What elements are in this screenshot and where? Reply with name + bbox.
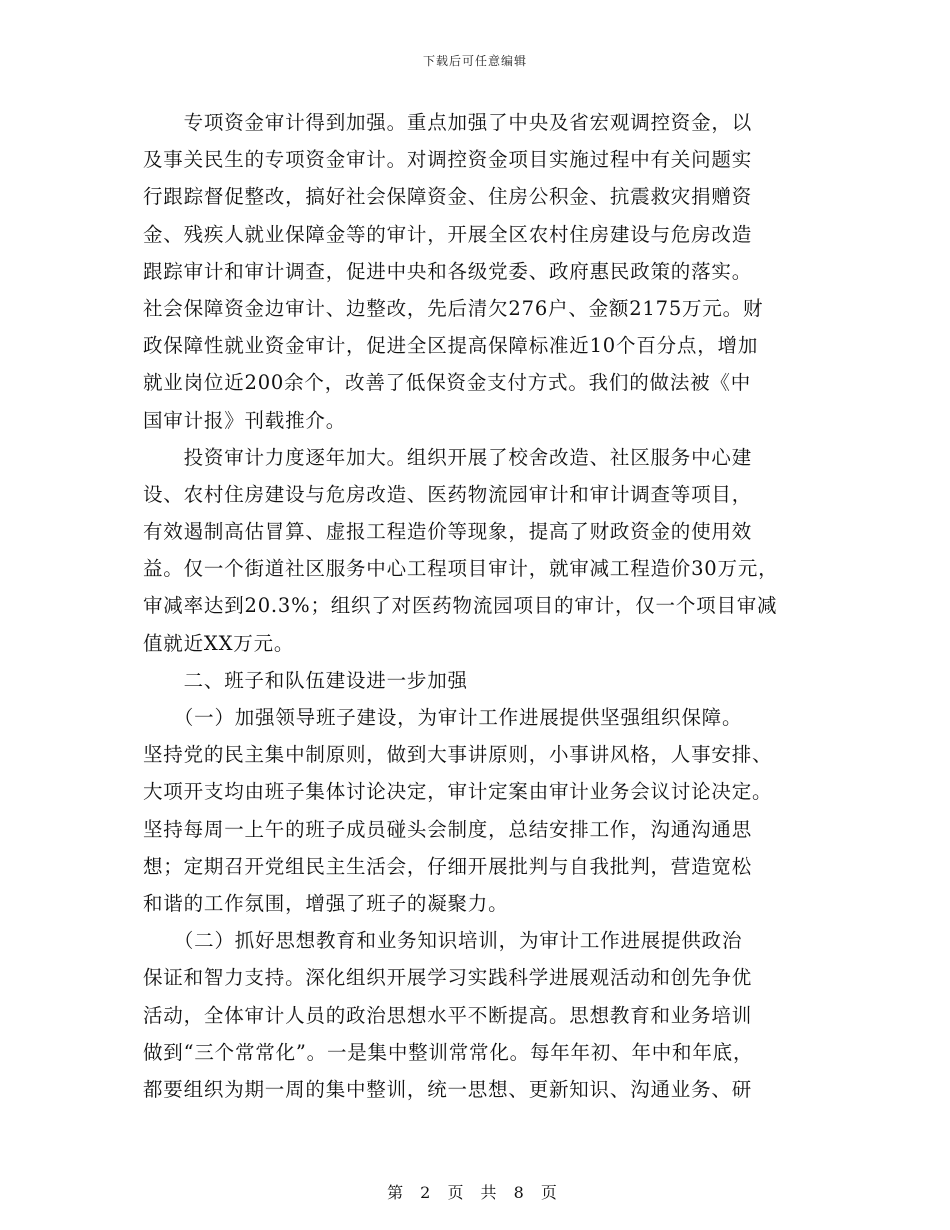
text-line: 设、农村住房建设与危房改造、医药物流园审计和审计调查等项目，	[143, 482, 753, 506]
text-line: 及事关民生的专项资金审计。对调控资金项目实施过程中有关问题实	[143, 148, 753, 172]
text-line: 国审计报》刊载推介。	[143, 408, 347, 432]
text-line: 社会保障资金边审计、边整改，先后清欠276户、金额2175万元。财	[143, 296, 764, 320]
text-line: 专项资金审计得到加强。重点加强了中央及省宏观调控资金，以	[143, 111, 753, 134]
text-line: （二）抓好思想教育和业务知识培训，为审计工作进展提供政治	[143, 929, 743, 953]
section-heading: 二、班子和队伍建设进一步加强	[143, 668, 468, 692]
text-line: 保证和智力支持。深化组织开展学习实践科学进展观活动和创先争优	[143, 966, 753, 990]
text-line: 有效遏制高估冒算、虚报工程造价等现象，提高了财政资金的使用效	[143, 520, 753, 544]
text-line: 和谐的工作氛围，增强了班子的凝聚力。	[143, 891, 509, 915]
text-line: （一）加强领导班子建设，为审计工作进展提供坚强组织保障。	[143, 706, 743, 729]
text-line: 坚持每周一上午的班子成员碰头会制度，总结安排工作，沟通沟通思	[143, 817, 753, 841]
page-header: 下载后可任意编辑	[422, 54, 527, 68]
text-line: 审减率达到20.3%；组织了对医药物流园项目的审计，仅一个项目审减	[143, 594, 778, 618]
text-line: 坚持党的民主集中制原则，做到大事讲原则，小事讲风格，人事安排、	[143, 743, 773, 767]
document-body	[143, 104, 813, 1108]
text-line: 政保障性就业资金审计，促进全区提高保障标准近10个百分点，增加	[143, 334, 759, 358]
text-line: 都要组织为期一周的集中整训，统一思想、更新知识、沟通业务、研	[143, 1077, 753, 1101]
text-line: 跟踪审计和审计调查，促进中央和各级党委、政府惠民政策的落实。	[143, 259, 753, 283]
text-line: 益。仅一个街道社区服务中心工程项目审计，就审减工程造价30万元，	[143, 557, 779, 581]
text-line: 就业岗位近200余个，改善了低保资金支付方式。我们的做法被《中	[143, 371, 752, 395]
text-line: 做到“三个常常化”。一是集中整训常常化。每年年初、年中和年底，	[143, 1040, 754, 1064]
text-line: 值就近XX万元。	[143, 631, 295, 655]
text-line: 行跟踪督促整改，搞好社会保障资金、住房公积金、抗震救灾捐赠资	[143, 185, 753, 209]
text-line: 想；定期召开党组民主生活会，仔细开展批判与自我批判，营造宽松	[143, 854, 753, 878]
page-number: 第 2 页 共 8 页	[387, 1183, 563, 1202]
text-line: 活动，全体审计人员的政治思想水平不断提高。思想教育和业务培训	[143, 1003, 753, 1027]
text-line: 投资审计力度逐年加大。组织开展了校舍改造、社区服务中心建	[143, 445, 753, 469]
text-line: 大项开支均由班子集体讨论决定，审计定案由审计业务会议讨论决定。	[143, 780, 773, 804]
text-line: 金、残疾人就业保障金等的审计，开展全区农村住房建设与危房改造	[143, 222, 753, 246]
